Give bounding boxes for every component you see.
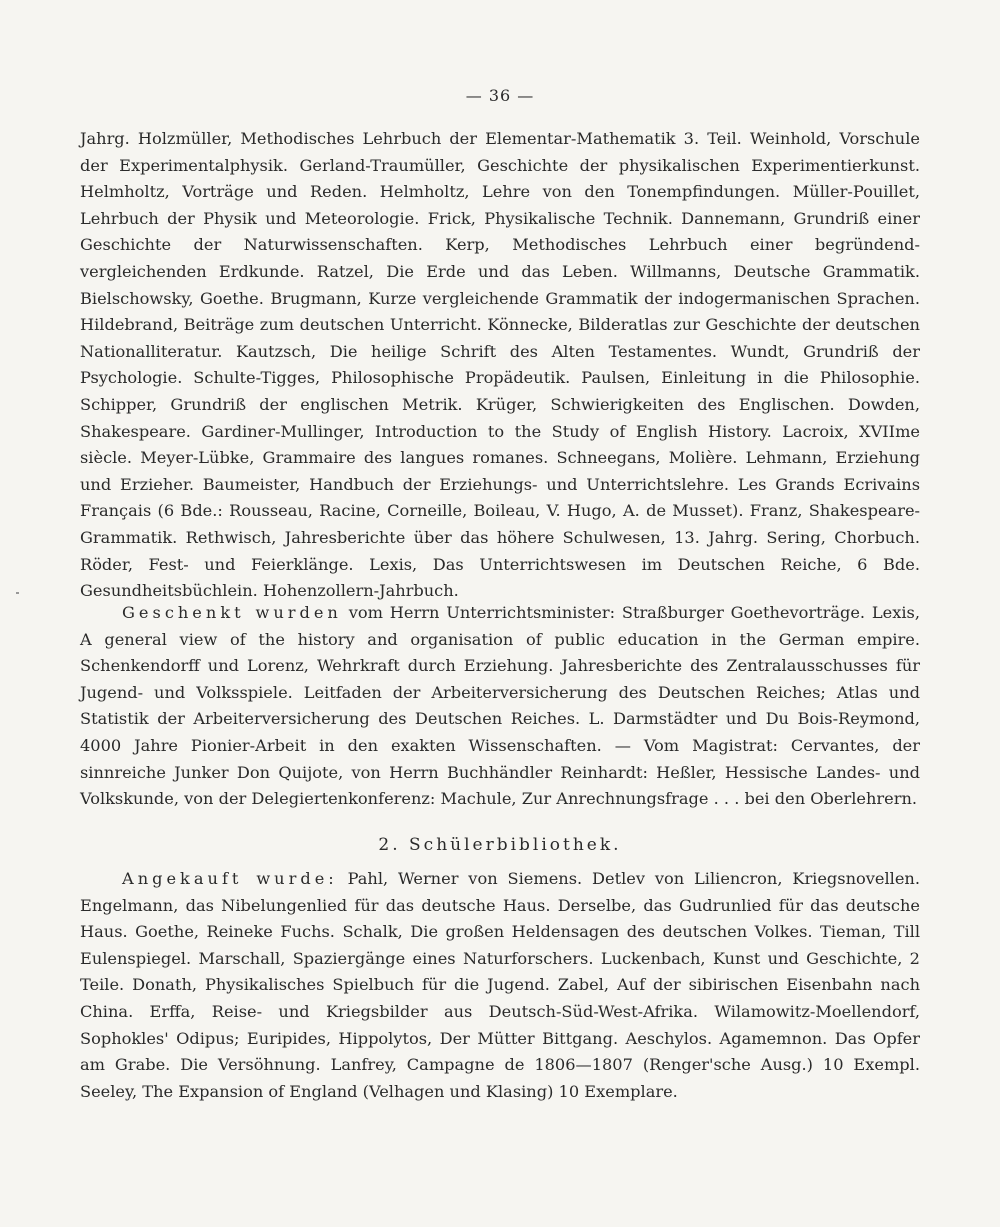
purchases-text: Pahl, Werner von Siemens. Detlev von Liliencron, Kriegsnovellen. Engelmann, das Nibelungenlied für das deutsche Haus. Derselbe, das Gudrunlied für das deutsche Haus. Goethe, Reineke Fuchs. Schalk, Die großen Heldensagen des deutschen Volkes. Tieman, Till Eulenspiegel. Marschall, Spaziergänge eines Naturforschers. Luckenbach, Kunst und Geschichte, 2 Teile. Donath, Physikalisches Spielbuch für die Jugend. Zabel, Auf der sibirischen Eisenbahn nach China. Erffa, Reise- und Kriegsbilder aus Deutsch-Süd-West-Afrika. Wilamowitz-Moellendorf, Sophokles' Odipus; Euripides, Hippolytos, Der Mütter Bittgang. Aeschylos. Agamemnon. Das Opfer am Grabe. Die Versöhnung. Lanfrey, Campagne de 1806—1807 (Renger'sche Ausg.) 10 Exempl. Seeley, The Expansion of England (Velhagen und Klasing) 10 Exemplare. [80,869,921,1101]
scan-speck [16,592,19,594]
donations-text: vom Herrn Unterrichtsminister: Straßburger Goethevorträge. Lexis, A general view of the history and organisation of public education in the German empire. Schenkendorff und Lorenz, Wehrkraft durch Erziehung. Jahresberichte des Zentralausschusses für Jugend- und Volksspiele. Leitfaden der Arbeiterversicherung des Deutschen Reiches; Atlas und Statistik der Arbeiterversicherung des Deutschen Reiches. L. Darmstädter und Du Bois-Reymond, 4000 Jahre Pionier-Arbeit in den exakten Wissenschaften. — Vom Magistrat: Cervantes, der sinnreiche Junker Don Quijote, von Herrn Buchhändler Reinhardt: Heßler, Hessische Landes- und Volkskunde, von der Delegiertenkonferenz: Machule, Zur Anrechnungsfrage . . . bei den Oberlehrern. [80,603,920,809]
library-acquisitions-paragraph: Jahrg. Holzmüller, Methodisches Lehrbuch der Elementar-Mathematik 3. Teil. Weinhold, Vorschule der Experimentalphysik. Gerland-Traumüller, Geschichte der physikalischen Experimentierkunst. Helmholtz, Vorträge und Reden. Helmholtz, Lehre von den Tonempfindungen. Müller-Pouillet, Lehrbuch der Physik und Meteorologie. Frick, Physikalische Technik. Dannemann, Grundriß einer Geschichte der Naturwissenschaften. Kerp, Methodisches Lehrbuch einer begründend-vergleichenden Erdkunde. Ratzel, Die Erde und das Leben. Willmanns, Deutsche Grammatik. Bielschowsky, Goethe. Brugmann, Kurze vergleichende Grammatik der indogermanischen Sprachen. Hildebrand, Beiträge zum deutschen Unterricht. Könnecke, Bilderatlas zur Geschichte der deutschen Nationalliteratur. Kautzsch, Die heilige Schrift des Alten Testamentes. Wundt, Grundriß der Psychologie. Schulte-Tigges, Philosophische Propädeutik. Paulsen, Einleitung in die Philosophie. Schipper, Grundriß der englischen Metrik. Krüger, Schwierigkeiten des Englischen. Dowden, Shakespeare. Gardiner-Mullinger, Introduction to the Study of English History. Lacroix, XVIIme siècle. Meyer-Lübke, Grammaire des langues romanes. Schneegans, Molière. Lehmann, Erziehung und Erzieher. Baumeister, Handbuch der Erziehungs- und Unterrichtslehre. Les Grands Ecrivains Français (6 Bde.: Rousseau, Racine, Corneille, Boileau, V. Hugo, A. de Musset). Franz, Shakespeare-Grammatik. Rethwisch, Jahresberichte über das höhere Schulwesen, 13. Jahrg. Sering, Chorbuch. Röder, Fest- und Feierklänge. Lexis, Das Unterrichtswesen im Deutschen Reiche, 6 Bde. Gesundheitsbüchlein. Hohenzollern-Jahrbuch. [80,129,920,601]
student-library-paragraph [80,866,920,1105]
donations-paragraph [80,600,920,813]
section-heading: 2. Schülerbibliothek. [378,835,622,855]
donations-lead: Geschenkt wurden [122,603,342,622]
purchases-lead: Angekauft wurde: [122,869,338,888]
page-number: — 36 — [465,86,535,105]
